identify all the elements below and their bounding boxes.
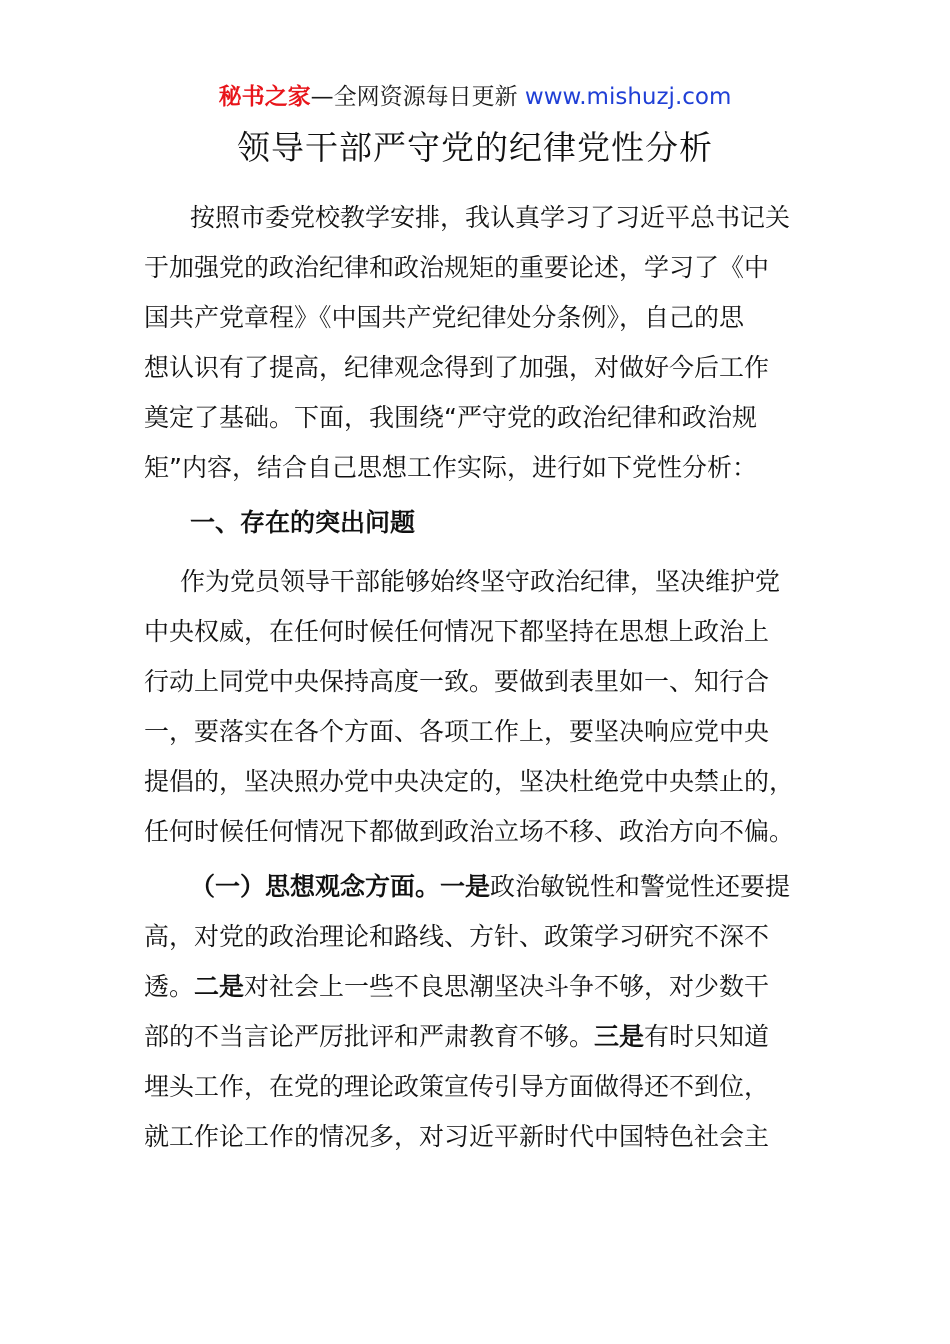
paragraph-line: 奠定了基础。下面，我围绕“严守党的政治纪律和政治规	[144, 403, 757, 432]
subsection-paragraph	[144, 862, 812, 1162]
paragraph-line: 国共产党章程》《中国共产党纪律处分条例》，自己的思	[144, 303, 745, 332]
paragraph-line: 行动上同党中央保持高度一致。要做到表里如一、知行合	[144, 667, 770, 696]
paragraph-text: 对社会上一些不良思潮坚决斗争不够，对少数干	[244, 972, 770, 1001]
paragraph-text: 政治敏锐性和警觉性还要提	[490, 872, 791, 901]
site-header	[0, 80, 950, 114]
section-heading-text: 一、存在的突出问题	[190, 508, 416, 537]
paragraph-text: 部的不当言论严厉批评和严肃教育不够。	[144, 1022, 595, 1051]
paragraph-line: 按照市委党校教学安排，我认真学习了习近平总书记关	[190, 203, 791, 232]
site-brand: 秘书之家	[218, 84, 311, 110]
point-label: 三是	[594, 1022, 645, 1051]
paragraph-line: 于加强党的政治纪律和政治规矩的重要论述，学习了《中	[144, 253, 770, 282]
paragraph-line: 矩”内容，结合自己思想工作实际，进行如下党性分析：	[144, 453, 757, 482]
paragraph-line: 任何时候任何情况下都做到政治立场不移、政治方向不偏。	[144, 817, 795, 846]
paragraph-text: 有时只知道	[644, 1022, 770, 1051]
paragraph-line: 提倡的，坚决照办党中央决定的，坚决杜绝党中央禁止的，	[144, 767, 795, 796]
point-label: 一是	[440, 872, 491, 901]
site-tagline: —全网资源每日更新	[310, 84, 518, 110]
document-title: 领导干部严守党的纪律党性分析	[237, 128, 713, 167]
paragraph-line	[144, 1012, 812, 1062]
paragraph-line: 埋头工作，在党的理论政策宣传引导方面做得还不到位，	[144, 1072, 770, 1101]
point-label: 二是	[194, 972, 245, 1001]
paragraph-line: 一，要落实在各个方面、各项工作上，要坚决响应党中央	[144, 717, 770, 746]
site-url-link[interactable]: www.mishuzj.com	[524, 84, 732, 110]
section-heading	[144, 498, 812, 548]
intro-paragraph	[144, 193, 812, 493]
section-paragraph	[144, 557, 812, 857]
paragraph-line: 想认识有了提高，纪律观念得到了加强，对做好今后工作	[144, 353, 770, 382]
paragraph-line: 就工作论工作的情况多，对习近平新时代中国特色社会主	[144, 1122, 770, 1151]
paragraph-line: 中央权威，在任何时候任何情况下都坚持在思想上政治上	[144, 617, 770, 646]
paragraph-line: 作为党员领导干部能够始终坚守政治纪律，坚决维护党	[180, 567, 781, 596]
paragraph-line	[144, 862, 812, 912]
paragraph-text: 透。	[144, 972, 195, 1001]
paragraph-line	[144, 962, 812, 1012]
paragraph-line: 高，对党的政治理论和路线、方针、政策学习研究不深不	[144, 922, 770, 951]
subsection-heading: （一）思想观念方面。	[190, 872, 441, 901]
